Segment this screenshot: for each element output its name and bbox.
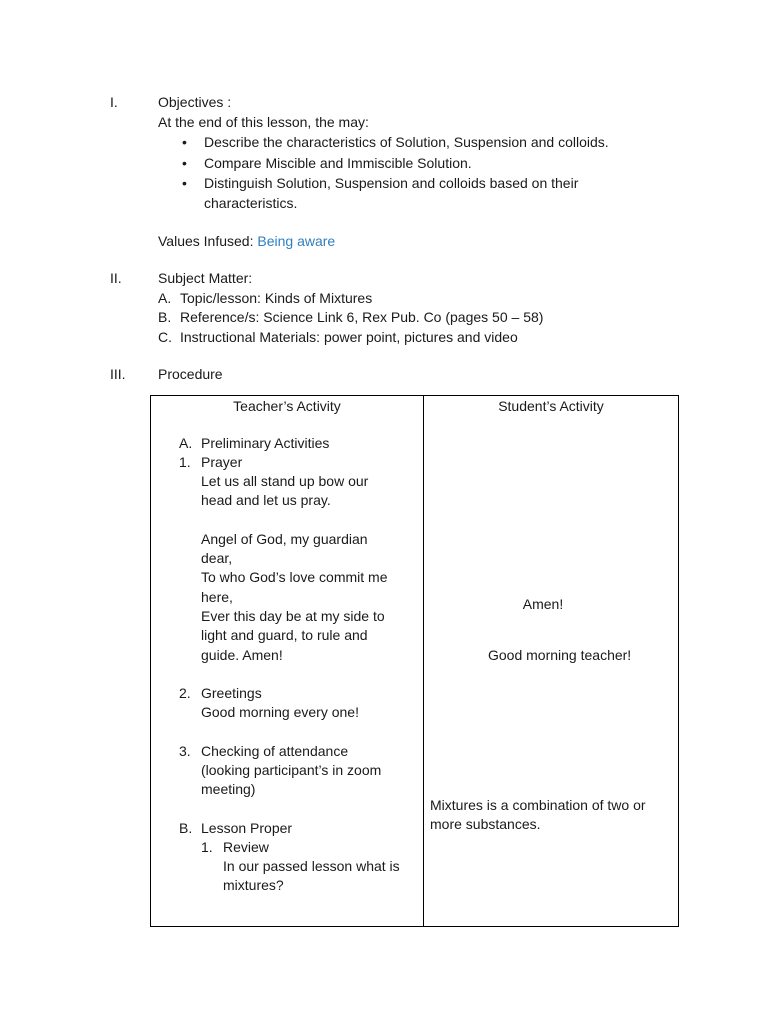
procedure-heading: Procedure xyxy=(158,366,223,382)
attendance-marker: 3. xyxy=(179,743,191,759)
procedure-numeral: III. xyxy=(110,366,126,382)
prayer-line: head and let us pray. xyxy=(201,492,331,508)
subject-item-reference: B. Reference/s: Science Link 6, Rex Pub. Co (pages 50 – 58) xyxy=(158,309,544,325)
angel-prayer-line: here, xyxy=(201,589,233,605)
subject-matter-list xyxy=(158,289,698,348)
values-label: Values Infused: xyxy=(158,233,254,249)
attendance-label: Checking of attendance xyxy=(201,743,349,759)
subject-matter-numeral: II. xyxy=(110,270,122,286)
procedure-table xyxy=(150,395,679,927)
angel-prayer-line: guide. Amen! xyxy=(201,647,283,663)
preliminary-marker: A. xyxy=(179,435,193,451)
student-mixtures-answer: more substances. xyxy=(430,816,541,832)
student-amen: Amen! xyxy=(522,596,564,612)
subject-matter-heading: Subject Matter: xyxy=(158,270,253,286)
objective-item: • Compare Miscible and Immiscible Solution. xyxy=(158,154,698,174)
student-good-morning: Good morning teacher! xyxy=(488,647,632,663)
attendance-line: meeting) xyxy=(201,781,256,797)
objectives-heading: Objectives : xyxy=(158,94,232,110)
review-marker: 1. xyxy=(201,839,213,855)
subject-item-topic: A. Topic/lesson: Kinds of Mixtures xyxy=(158,289,373,306)
greetings-label: Greetings xyxy=(201,685,262,701)
teacher-column xyxy=(151,396,424,927)
lesson-proper-label: Lesson Proper xyxy=(201,820,293,836)
angel-prayer-line: Angel of God, my guardian xyxy=(201,531,368,547)
objectives-intro: At the end of this lesson, the may: xyxy=(158,113,369,130)
review-line: In our passed lesson what is xyxy=(223,858,400,874)
review-line: mixtures? xyxy=(223,877,284,893)
review-label: Review xyxy=(223,839,269,855)
prayer-marker: 1. xyxy=(179,454,191,470)
attendance-line: (looking participant’s in zoom xyxy=(201,762,382,778)
objective-item: • Describe the characteristics of Solution, Suspension and colloids. xyxy=(158,133,698,153)
student-mixtures-answer: Mixtures is a combination of two or xyxy=(430,797,646,813)
teacher-activity-header: Teacher’s Activity xyxy=(233,398,341,414)
student-activity-header: Student’s Activity xyxy=(498,398,604,414)
angel-prayer-line: dear, xyxy=(201,550,233,566)
objectives-list xyxy=(158,133,698,213)
greetings-line: Good morning every one! xyxy=(201,704,359,720)
values-value: Being aware xyxy=(257,233,336,249)
student-column xyxy=(424,396,679,927)
objectives-numeral: I. xyxy=(110,94,118,110)
objective-item: • Distinguish Solution, Suspension and colloids based on their characteristics. xyxy=(158,174,698,213)
subject-item-materials: C. Instructional Materials: power point, pictures and video xyxy=(158,328,518,345)
angel-prayer-line: To who God’s love commit me xyxy=(201,569,388,585)
preliminary-label: Preliminary Activities xyxy=(201,435,330,451)
greetings-marker: 2. xyxy=(179,685,191,701)
values-infused xyxy=(158,232,698,252)
prayer-label: Prayer xyxy=(201,454,243,470)
angel-prayer-line: Ever this day be at my side to xyxy=(201,608,385,624)
prayer-line: Let us all stand up bow our xyxy=(201,473,369,489)
angel-prayer-line: light and guard, to rule and xyxy=(201,627,368,643)
lesson-proper-marker: B. xyxy=(179,820,193,836)
